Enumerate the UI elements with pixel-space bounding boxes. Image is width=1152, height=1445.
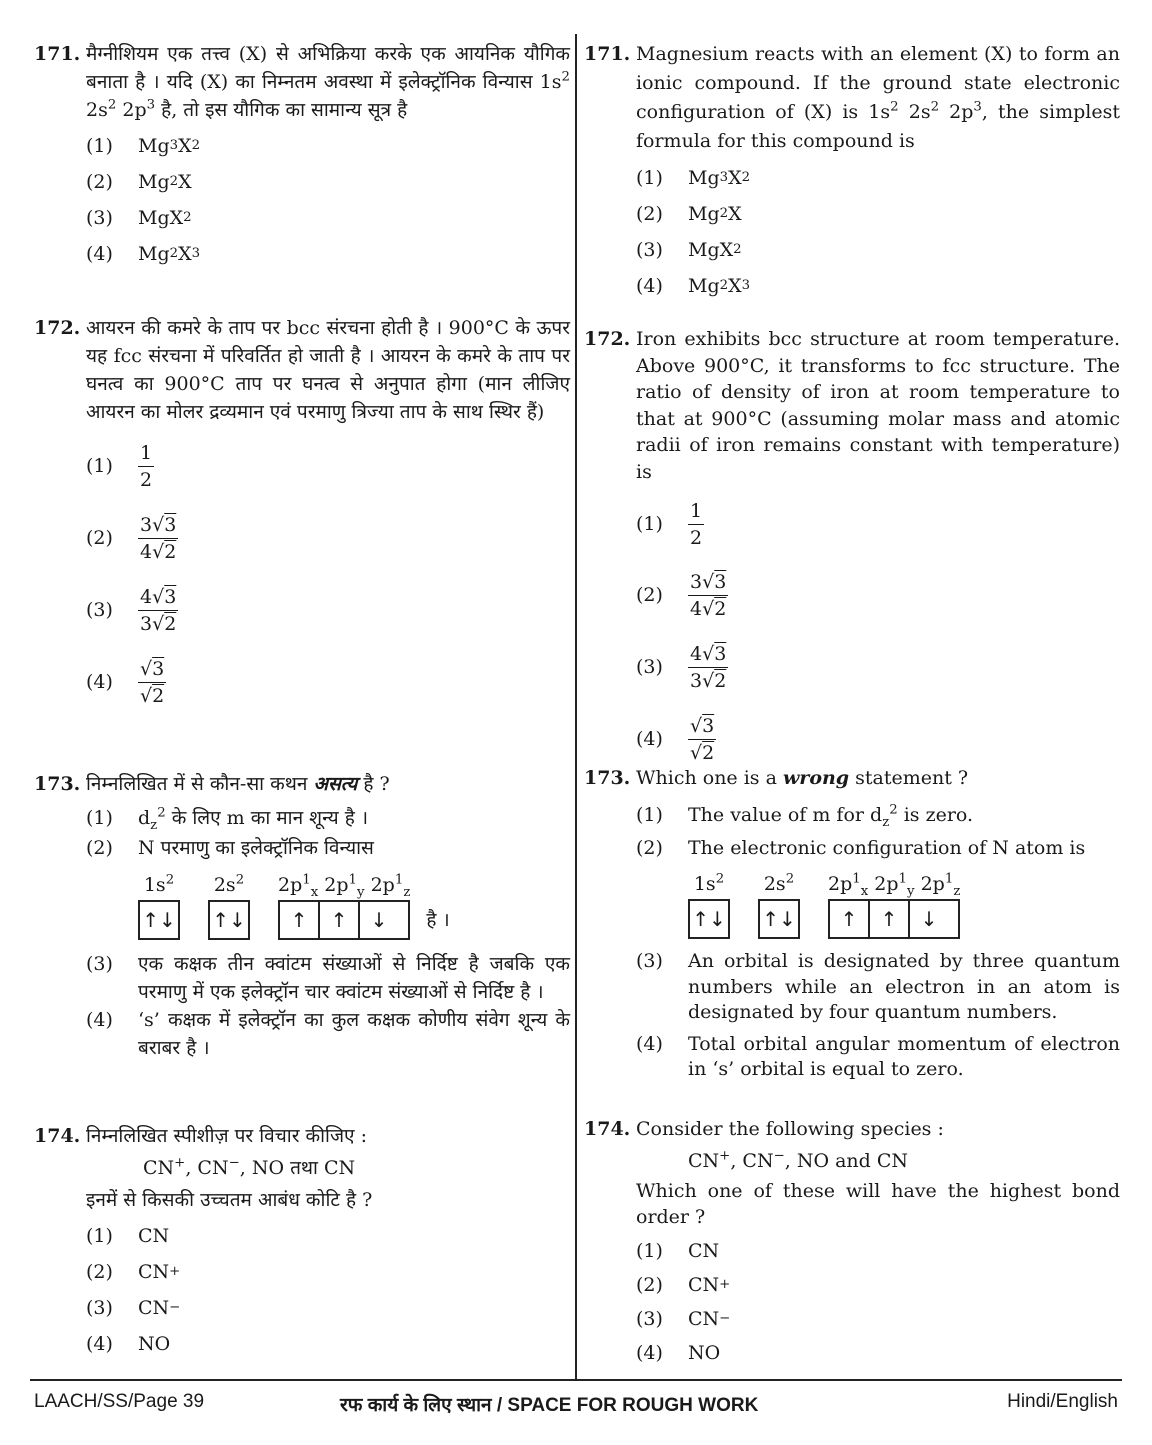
orbital-diagram: $1s^2$ ↑↓ $2s^2$ ↑↓ $2p^1_x$ $2p^1_y$ $2p^1_z$ ↑ ↑ ↓ है । <box>138 870 450 940</box>
option-3[interactable]: (3) $\frac{4√3}{3√2}$ <box>636 642 727 692</box>
species-list: CN+, CN−, NO तथा CN <box>143 1155 356 1179</box>
question-173-english <box>584 766 1120 1116</box>
option-3[interactable]: (3) CN − <box>86 1297 181 1319</box>
footer-page-code: LAACH/SS/Page 39 <box>34 1391 205 1412</box>
orbital-box-1s: ↑↓ <box>142 908 176 932</box>
orbital-box-2px: ↑ <box>840 907 858 931</box>
question-text: मैग्नीशियम एक तत्त्व (X) से अभिक्रिया करके एक आयनिक यौगिक बनाता है । यदि (X) का निम्नतम अवस्था में इलेक्ट्रॉनिक विन्यास $1s^2$ $2s^2$ $2p^3$ है, तो इस यौगिक का सामान्य सूत्र है <box>86 43 570 121</box>
question-text: Consider the following species : <box>636 1118 944 1140</box>
fraction: $\frac{√3}{√2}$ <box>690 714 715 764</box>
question-number: 174. <box>584 1118 631 1140</box>
question-174-hindi: 174. निम्नलिखित स्पीशीज़ पर विचार कीजिए : CN+, CN−, NO तथा CN इनमें से किसकी उच्चतम आबंध कोटि है ? (1) CN (2) CN + (3) CN − (4) NO <box>34 1122 570 1362</box>
options-171 <box>86 128 570 272</box>
question-text: Magnesium reacts with an element (X) to form an ionic compound. If the ground state electronic configuration of (X) is $1s^2$ $2s^2$ $2p^3$, the simplest formula for this compound is <box>636 43 1120 152</box>
orbital-box-2pz: ↓ <box>358 902 398 938</box>
options-172 <box>636 489 1120 775</box>
option-4[interactable]: (4) NO <box>636 1342 721 1364</box>
question-number: 173. <box>584 767 631 789</box>
option-1[interactable]: (1) CN <box>636 1240 720 1262</box>
question-text: Iron exhibits bcc structure at room temperature. Above 900°C, it transforms to fcc structure. The ratio of density of iron at room temperature to that at 900°C (assuming molar mass and atomic radii of iron remains constant with temperature) is <box>636 328 1120 483</box>
option-4[interactable]: (4) $\frac{√3}{√2}$ <box>636 714 715 764</box>
option-3[interactable]: (3) CN − <box>636 1308 731 1330</box>
hindi-column <box>34 40 570 1362</box>
option-3[interactable]: (3) MgX 2 <box>86 207 192 229</box>
orbital-box-2s: ↑↓ <box>762 907 796 931</box>
option-1[interactable]: (1) CN <box>86 1225 170 1247</box>
english-column <box>584 40 1120 1370</box>
orbital-box-2px: ↑ <box>290 908 308 932</box>
question-number: 173. <box>34 773 81 795</box>
option-4[interactable]: (4) $\frac{√3}{√2}$ <box>86 657 165 707</box>
option-1[interactable]: (1) $d_z^2$ के लिए m का मान शून्य है । <box>86 805 369 833</box>
question-173-hindi <box>34 770 570 1122</box>
question-text: निम्नलिखित में से कौन-सा कथन असत्य है ? <box>86 773 390 795</box>
option-1[interactable]: (1) The value of m for $d_z^2$ is zero. <box>636 802 974 830</box>
column-divider <box>575 34 577 1379</box>
option-4[interactable]: (4) ‘s’ कक्षक में इलेक्ट्रॉन का कुल कक्षक कोणीय संवेग शून्य के बराबर है । <box>86 1009 570 1059</box>
fraction: $\frac{1}{2}$ <box>690 499 703 549</box>
option-4[interactable]: (4) Mg 2 X 3 <box>86 243 201 265</box>
fraction: $\frac{1}{2}$ <box>140 441 153 491</box>
question-number: 174. <box>34 1125 81 1147</box>
orbital-box-2s: ↑↓ <box>212 908 246 932</box>
option-1[interactable]: (1) Mg 3 X 2 <box>636 166 751 189</box>
fraction: $\frac{3√3}{4√2}$ <box>140 513 177 563</box>
options-173 <box>636 796 1120 1083</box>
option-1[interactable]: (1) Mg 3 X 2 <box>86 135 201 157</box>
question-174-english: 174. Consider the following species : CN+, CN−, NO and CN Which one of these will have the highest bond order ? (1) CN (2) CN + (3) CN − (4) NO <box>584 1116 1120 1370</box>
option-2[interactable]: (2) $\frac{3√3}{4√2}$ <box>636 570 727 620</box>
question-number: 172. <box>584 328 631 350</box>
fraction: $\frac{4√3}{3√2}$ <box>690 642 727 692</box>
options-174 <box>636 1234 1120 1370</box>
option-3[interactable]: (3) $\frac{4√3}{3√2}$ <box>86 585 177 635</box>
option-2[interactable]: (2) Mg 2 X <box>86 171 192 193</box>
option-3[interactable]: (3) एक कक्षक तीन क्वांटम संख्याओं से निर्दिष्ट है जबकि एक परमाणु में एक इलेक्ट्रॉन चार क्वांटम संख्याओं से निर्दिष्ट है । <box>86 953 570 1003</box>
question-172-english <box>584 326 1120 766</box>
orbital-diagram: $1s^2$ ↑↓ $2s^2$ ↑↓ $2p^1_x$ $2p^1_y$ $2p^1_z$ ↑ ↑ ↓ <box>688 869 1085 939</box>
orbital-box-2py: ↑ <box>868 901 908 937</box>
question-number: 172. <box>34 317 81 339</box>
option-3[interactable]: (3) MgX 2 <box>636 238 742 261</box>
option-4[interactable]: (4) Total orbital angular momentum of electron in ‘s’ orbital is equal to zero. <box>636 1032 1120 1080</box>
question-text: Which one is a wrong statement ? <box>636 767 969 789</box>
option-2[interactable]: (2) The electronic configuration of N atom is $1s^2$ ↑↓ $2s^2$ ↑↓ $2p^1_x$ $2p^1_y$ $2p^1_z$ ↑ ↑ ↓ <box>636 836 1120 950</box>
options-174 <box>86 1218 570 1362</box>
question-172-hindi <box>34 314 570 770</box>
question-171-english <box>584 40 1120 326</box>
fraction: $\frac{√3}{√2}$ <box>140 657 165 707</box>
option-2[interactable]: (2) CN + <box>86 1261 181 1283</box>
option-2[interactable]: (2) Mg 2 X <box>636 202 742 225</box>
options-171 <box>636 160 1120 304</box>
fraction: $\frac{3√3}{4√2}$ <box>690 570 727 620</box>
options-173 <box>86 802 570 1062</box>
orbital-box-2py: ↑ <box>318 902 358 938</box>
fraction: $\frac{4√3}{3√2}$ <box>140 585 177 635</box>
question-171-hindi <box>34 40 570 314</box>
option-2[interactable]: (2) N परमाणु का इलेक्ट्रॉनिक विन्यास $1s^2$ ↑↓ $2s^2$ ↑↓ $2p^1_x$ $2p^1_y$ $2p^1_z$ ↑ ↑ ↓ है । <box>86 834 570 950</box>
option-4[interactable]: (4) Mg 2 X 3 <box>636 274 751 297</box>
option-3[interactable]: (3) An orbital is designated by three quantum numbers while an electron in an atom is designated by four quantum numbers. <box>636 950 1120 1023</box>
options-172 <box>86 430 570 718</box>
question-text: आयरन की कमरे के ताप पर bcc संरचना होती है । 900°C के ऊपर यह fcc संरचना में परिवर्तित हो जाती है । आयरन के कमरे के ताप पर घनत्व का 900°C ताप पर घनत्व से अनुपात होगा (मान लीजिए आयरन का मोलर द्रव्यमान एवं परमाणु त्रिज्या ताप के साथ स्थिर हैं) <box>86 317 570 423</box>
option-1[interactable]: (1) $\frac{1}{2}$ <box>636 499 703 549</box>
species-list: CN+, CN−, NO and CN <box>688 1148 909 1172</box>
question-number: 171. <box>34 43 81 65</box>
footer-language: Hindi/English <box>1007 1391 1118 1412</box>
option-4[interactable]: (4) NO <box>86 1333 171 1355</box>
option-2[interactable]: (2) CN + <box>636 1274 731 1296</box>
option-1[interactable]: (1) $\frac{1}{2}$ <box>86 441 153 491</box>
question-number: 171. <box>584 43 631 65</box>
footer-rule <box>30 1379 1122 1381</box>
footer-rough-work: रफ कार्य के लिए स्थान / SPACE FOR ROUGH WORK <box>340 1395 759 1416</box>
option-2[interactable]: (2) $\frac{3√3}{4√2}$ <box>86 513 177 563</box>
orbital-box-1s: ↑↓ <box>692 907 726 931</box>
question-text: निम्नलिखित स्पीशीज़ पर विचार कीजिए : <box>86 1125 367 1147</box>
orbital-box-2pz: ↓ <box>908 901 948 937</box>
